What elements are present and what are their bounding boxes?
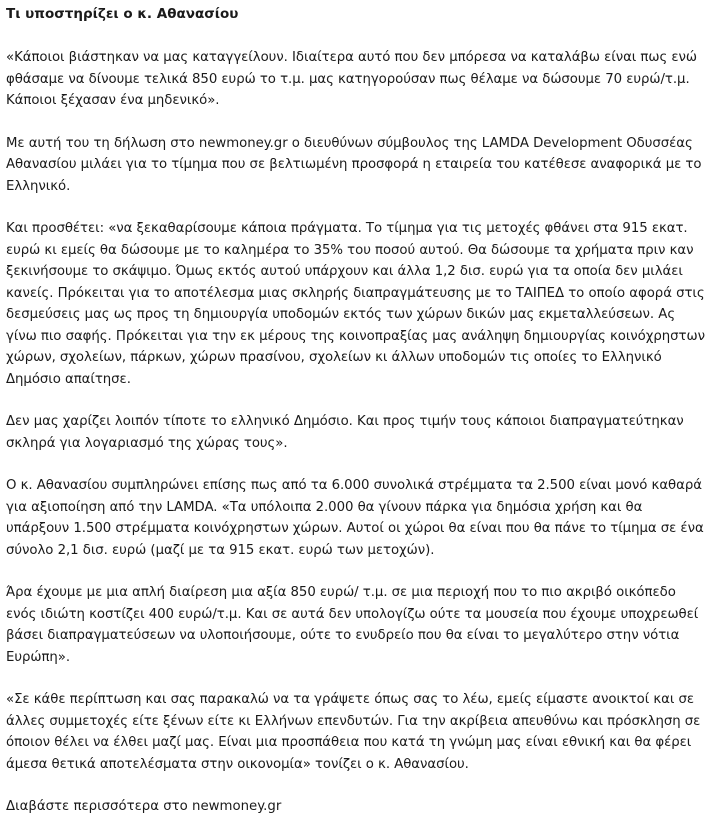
read-more-line [6,796,707,818]
paragraph-invitation: «Σε κάθε περίπτωση και σας παρακαλώ να τα γράψετε όπως σας το λέω, εμείς είμαστε ανοικτοί και σε άλλες συμμετοχές είτε ξένων είτε κι Ελλήνων επενδυτών. Για την ακρίβεια απευθύνω και πρόσκληση σε όποιον θέλει να έλθει μαζί μας. Είναι μια προσπάθεια που κατά τη γνώμη μας είναι εθνική και θα φέρει άμεσα θετικά αποτελέσματα στην οικονομία» τονίζει ο κ. Αθανασίου. [6,692,701,772]
paragraph-quote-intro: «Κάποιοι βιάστηκαν να μας καταγγείλουν. Ιδιαίτερα αυτό που δεν μπόρεσα να καταλάβω είναι πως ενώ φθάσαμε να δίνουμε τελικά 850 ευρώ το τ.μ. μας κατηγορούσαν πως θέλαμε να δώσουμε 70 ευρώ/τ.μ. Κάποιοι ξέχασαν ένα μηδενικό». [6,50,697,108]
paragraph-land-use: Ο κ. Αθανασίου συμπληρώνει επίσης πως από τα 6.000 συνολικά στρέμματα τα 2.500 είναι μονό καθαρά για αξιοποίηση από την LAMDA. «Τα υπόλοιπα 2.000 θα γίνουν πάρκα για δημόσια χρήση και θα υπάρξουν 1.500 στρέμματα κοινόχρηστων χώρων. Αυτοί οι χώροι θα είναι που θα πάνε το τίμημα σε ένα σύνολο 2,1 δισ. ευρώ (μαζί με τα 915 εκατ. ευρώ των μετοχών). [6,478,704,558]
newmoney-link[interactable]: newmoney.gr [192,799,282,814]
paragraph-negotiation: Δεν μας χαρίζει λοιπόν τίποτε το ελληνικό Δημόσιο. Και προς τιμήν τους κάποιοι διαπραγματεύτηκαν σκληρά για λογαριασμό της χώρας τους». [6,414,684,451]
paragraph-statement: Με αυτή του τη δήλωση στο newmoney.gr ο διευθύνων σύμβουλος της LAMDA Development Οδυσσέας Αθανασίου μιλάει για το τίμημα που σε βελτιωμένη προσφορά η εταιρεία του κατέθεσε αναφορικά με το Ελληνικό. [6,135,702,194]
paragraph-value: Άρα έχουμε με μια απλή διαίρεση μια αξία 850 ευρώ/ τ.μ. σε μια περιοχή που το πιο ακριβό οικόπεδο ενός ιδιώτη κοστίζει 400 ευρώ/τ.μ. Και σε αυτά δεν υπολογίζω ούτε τα μουσεία που έχουμε υποχρεωθεί βάσει διαπραγματεύσεων να υλοποιήσουμε, ούτε το ενυδρείο που θα είναι το μεγαλύτερο στην νότια Ευρώπη». [6,585,699,665]
paragraph-details: Και προσθέτει: «να ξεκαθαρίσουμε κάποια πράγματα. Το τίμημα για τις μετοχές φθάνει στα 915 εκατ. ευρώ κι εμείς θα δώσουμε με το καλημέρα το 35% του ποσού αυτού. Θα δώσουμε τα χρήματα πριν καν ξεκινήσουμε το σκάψιμο. Όμως εκτός αυτού υπάρχουν και άλλα 1,2 δισ. ευρώ για τα οποία δεν μιλάει κανείς. Πρόκειται για το αποτέλεσμα μιας σκληρής διαπραγμάτευσης με το ΤΑΙΠΕΔ το οποίο αφορά στις δεσμεύσεις μας ως προς τη δημιουργία υποδομών εκτός των χώρων δικών μας εκμεταλλεύσεων. Ας γίνω πιο σαφής. Πρόκειται για την εκ μέρους της κοινοπραξίας μας ανάληψη δημιουργίας κοινόχρηστων χώρων, σχολείων, πάρκων, χώρων πρασίνου, σχολείων κι άλλων υποδομών τις οποίες το Ελληνικό Δημόσιο απαίτησε. [6,221,705,387]
read-more-text: Διαβάστε περισσότερα στο [6,799,193,814]
article-heading: Τι υποστηρίζει ο κ. Αθανασίου [6,6,239,22]
